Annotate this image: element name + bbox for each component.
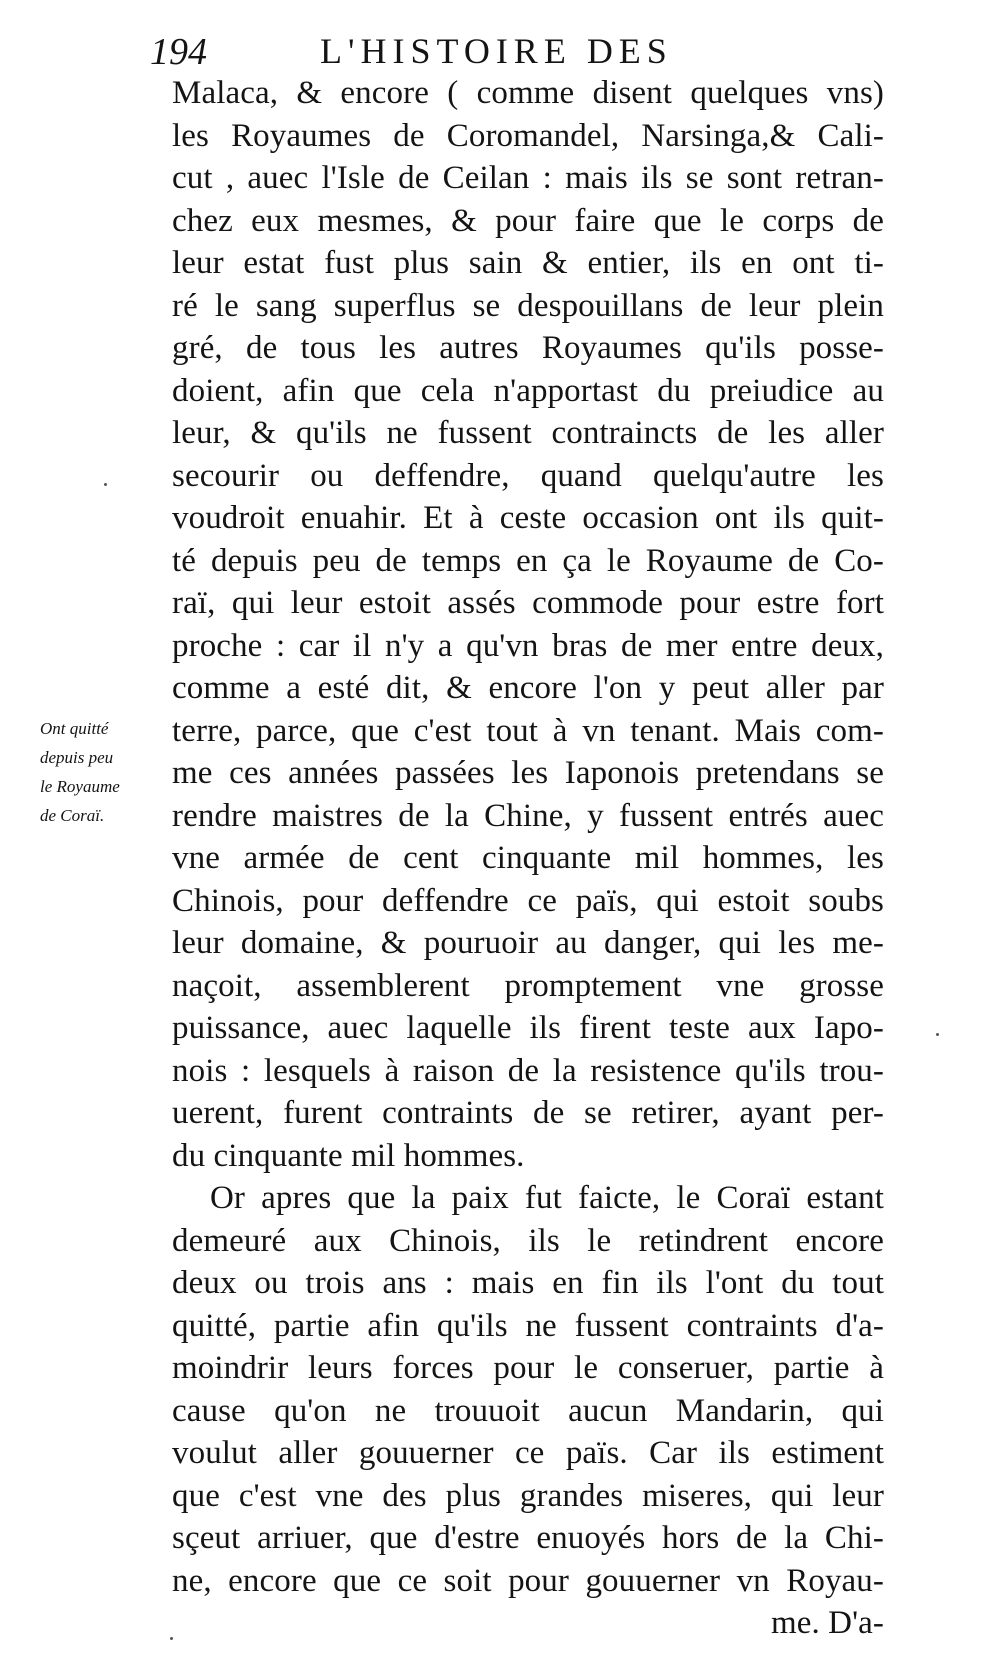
text-line: les Royaumes de Coromandel, Narsinga,& Cali-: [172, 117, 884, 154]
text-line: deux ou trois ans : mais en fin ils l'ont du tout: [172, 1265, 884, 1301]
margin-note-line: depuis peu: [40, 748, 114, 767]
text-line: ré le sang superflus se despouillans de leur plein: [172, 287, 884, 324]
text-line: comme a esté dit, & encore l'on y peut aller par: [172, 670, 884, 706]
text-line: chez eux mesmes, & pour faire que le corps de: [172, 202, 884, 239]
text-line: puissance, auec laquelle ils firent teste aux Iapo-: [172, 1010, 884, 1046]
text-line: raï, qui leur estoit assés commode pour estre fort: [172, 585, 884, 621]
text-line: me ces années passées les Iaponois pretendans se: [172, 755, 884, 791]
text-line: voudroit enuahir. Et à ceste occasion ont ils quit-: [172, 500, 884, 536]
margin-note-line: le Royaume: [40, 777, 120, 796]
text-line: gré, de tous les autres Royaumes qu'ils posse-: [172, 330, 884, 366]
text-line: té depuis peu de temps en ça le Royaume de Co-: [172, 542, 884, 579]
text-line: leur domaine, & pouruoir au danger, qui les me-: [172, 925, 884, 961]
print-speck: [104, 483, 107, 486]
text-line: demeuré aux Chinois, ils le retindrent encore: [172, 1222, 884, 1259]
text-line: ne, encore que ce soit pour gouuerner vn Royau-: [172, 1562, 884, 1599]
text-line: moindrir leurs forces pour le conseruer, partie à: [172, 1350, 884, 1386]
paragraph-start-line: Or apres que la paix fut faicte, le Coraï estant: [210, 1180, 884, 1216]
margin-note: [40, 714, 162, 830]
running-title: L'HISTOIRE DES: [320, 31, 673, 71]
text-line: cause qu'on ne trouuoit aucun Mandarin, qui: [172, 1392, 884, 1429]
text-line: naçoit, assemblerent promptement vne grosse: [172, 967, 884, 1004]
text-line: terre, parce, que c'est tout à vn tenant. Mais com-: [172, 712, 884, 749]
text-line: secourir ou deffendre, quand quelqu'autre les: [172, 457, 884, 494]
text-line: leur, & qu'ils ne fussent contraincts de les aller: [172, 415, 884, 451]
text-line: Malaca, & encore ( comme disent quelques vns): [172, 75, 884, 111]
text-line: Chinois, pour deffendre ce païs, qui estoit soubs: [172, 882, 884, 919]
text-line: cut , auec l'Isle de Ceilan : mais ils se sont retran-: [172, 160, 884, 196]
text-line: que c'est vne des plus grandes miseres, qui leur: [172, 1477, 884, 1514]
text-line: doient, afin que cela n'apportast du preiudice au: [172, 372, 884, 409]
paragraph-end-line: du cinquante mil hommes.: [172, 1137, 525, 1174]
text-line: leur estat fust plus sain & entier, ils en ont ti-: [172, 245, 884, 281]
text-line: uerent, furent contraints de se retirer, ayant per-: [172, 1095, 884, 1131]
text-line: nois : lesquels à raison de la resistence qu'ils trou-: [172, 1052, 884, 1089]
text-line: rendre maistres de la Chine, y fussent entrés auec: [172, 797, 884, 834]
catchword: me. D'a-: [770, 1605, 884, 1641]
print-speck: [170, 1637, 173, 1640]
print-speck: [936, 1033, 939, 1036]
margin-note-line: de Coraï.: [40, 806, 105, 825]
text-line: sçeut arriuer, que d'estre enuoyés hors de la Chi-: [172, 1520, 884, 1556]
text-line: quitté, partie afin qu'ils ne fussent contraints d'a-: [172, 1307, 884, 1344]
text-line: vne armée de cent cinquante mil hommes, les: [172, 840, 884, 876]
running-head: [150, 30, 890, 76]
main-text-block: [172, 72, 884, 1645]
text-line: voulut aller gouuerner ce païs. Car ils estiment: [172, 1435, 884, 1471]
margin-note-line: Ont quitté: [40, 719, 109, 738]
page-number: 194: [150, 31, 207, 73]
text-line: proche : car il n'y a qu'vn bras de mer entre deux,: [172, 627, 884, 664]
